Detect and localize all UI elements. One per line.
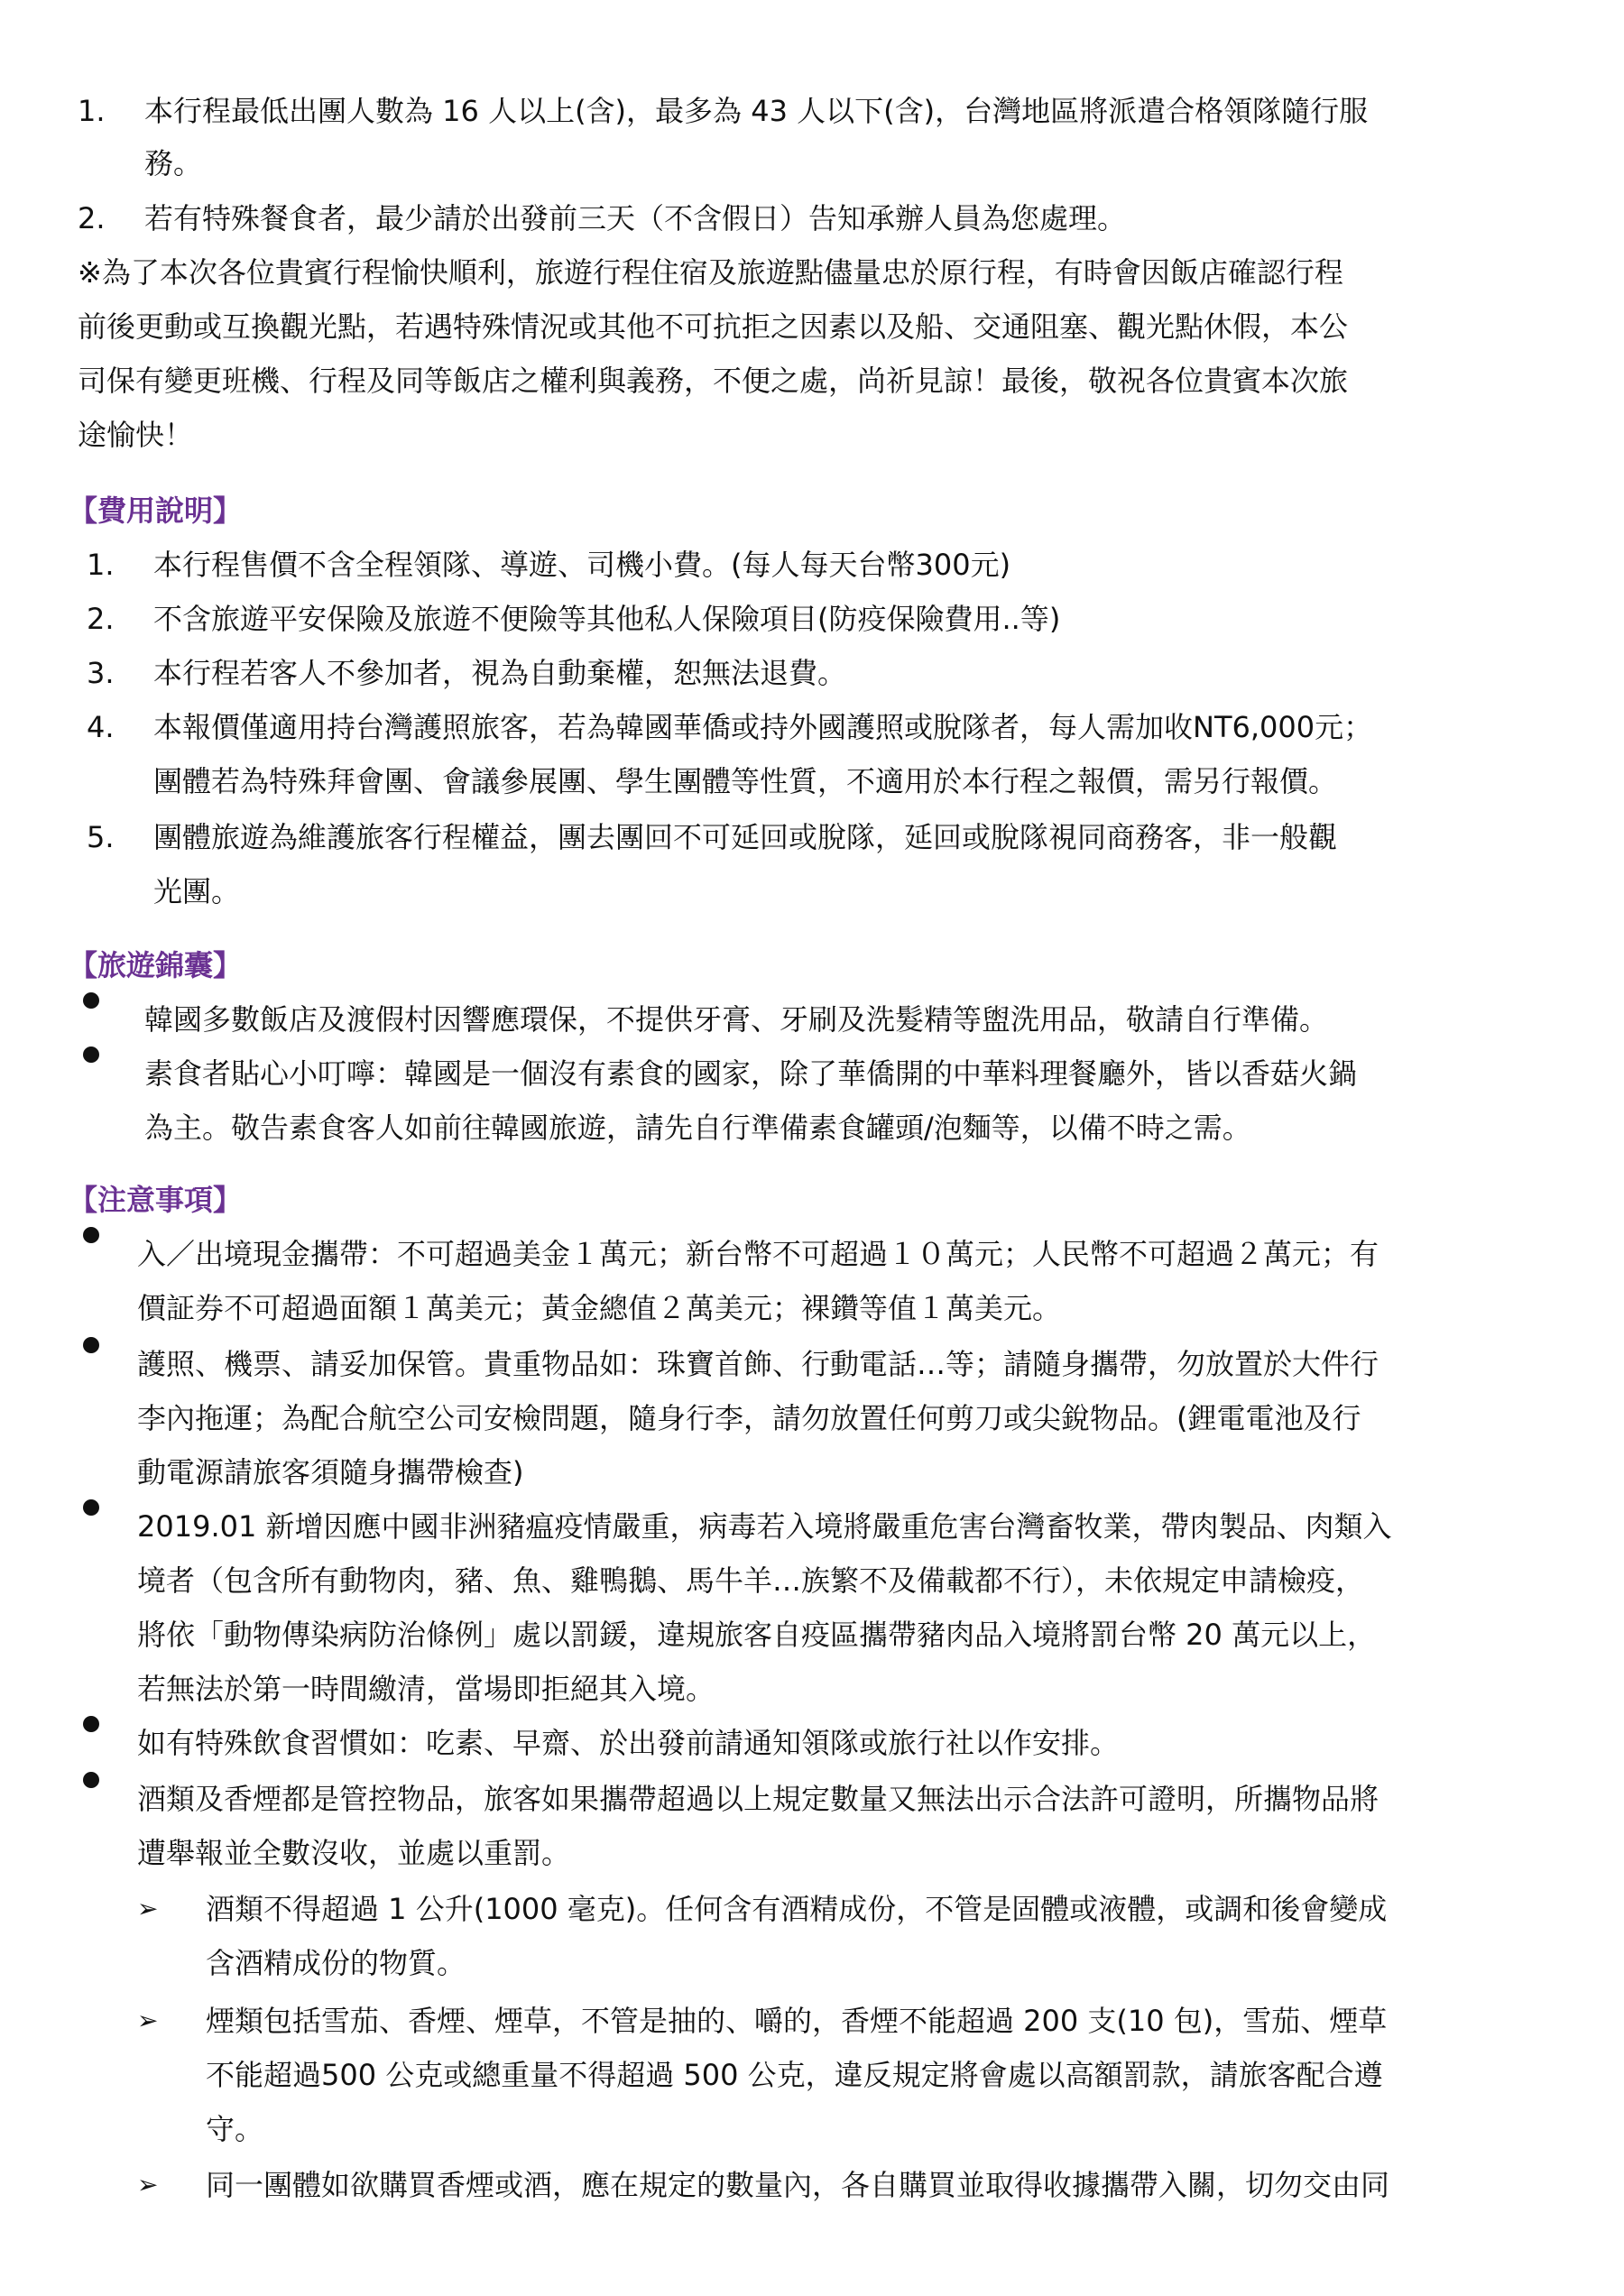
- list-text: 團體旅遊為維護旅客行程權益，團去團回不可延回或脫隊，延回或脫隊視同商務客，非一般觀: [153, 820, 1338, 854]
- fees-item-5-cont: [0, 864, 1624, 918]
- intro-note-line: [0, 408, 1624, 462]
- list-number: 4.: [87, 710, 115, 744]
- list-text: 務。: [144, 146, 203, 180]
- bullet-dot: [83, 1772, 99, 1788]
- bullet-text: 素食者貼心小叮嚀：韓國是一個沒有素食的國家，除了華僑開的中華料理餐廳外，皆以香菇火鍋: [144, 1056, 1358, 1091]
- list-text: 團體若為特殊拜會團、會議參展團、學生團體等性質，不適用於本行程之報價，需另行報價。: [153, 764, 1338, 798]
- list-number: 2.: [87, 602, 115, 636]
- sub-item-text: 含酒精成份的物質。: [206, 1946, 466, 1980]
- notes-heading: [0, 1173, 1624, 1227]
- fees-item-4: [0, 700, 1624, 754]
- sub-item-text: 酒類不得超過 1 公升(1000 毫克)。任何含有酒精成份，不管是固體或液體，或調和後會變成: [206, 1892, 1388, 1926]
- section-heading: 【注意事項】: [69, 1183, 243, 1217]
- notes-bullet-5-cont: [0, 1826, 1624, 1880]
- bullet-text: 如有特殊飲食習慣如：吃素、早齋、於出發前請通知領隊或旅行社以作安排。: [137, 1726, 1120, 1760]
- intro-note-line: [0, 245, 1624, 300]
- bullet-text: 韓國多數飯店及渡假村因響應環保，不提供牙膏、牙刷及洗髮精等盥洗用品，敬請自行準備。: [144, 1002, 1329, 1037]
- tips-heading: [0, 938, 1624, 992]
- section-heading: 【費用說明】: [69, 493, 243, 528]
- list-number: 1.: [78, 94, 106, 128]
- fees-item-4-cont: [0, 754, 1624, 808]
- notes-bullet-2-cont: [0, 1445, 1624, 1499]
- list-number: 5.: [87, 820, 115, 854]
- notes-bullet-3-cont: [0, 1662, 1624, 1716]
- tips-bullet-1: [0, 992, 1624, 1047]
- sub-item-text: 守。: [206, 2112, 264, 2146]
- list-text: 本報價僅適用持台灣護照旅客，若為韓國華僑或持外國護照或脫隊者，每人需加收NT6,000元；: [153, 710, 1373, 744]
- fees-heading: [0, 484, 1624, 538]
- bullet-dot: [83, 1499, 99, 1516]
- arrow-bullet-icon: ➢: [137, 2170, 159, 2199]
- list-number: 3.: [87, 656, 115, 690]
- sub-item-2-cont: [0, 2102, 1624, 2156]
- fees-item-5: [0, 810, 1624, 864]
- bullet-text: 動電源請旅客須隨身攜帶檢查): [137, 1455, 524, 1489]
- fees-item-3: [0, 646, 1624, 700]
- bullet-text: 價証券不可超過面額１萬美元；黃金總值２萬美元；裸鑽等值１萬美元。: [137, 1291, 1062, 1325]
- bullet-dot: [83, 1716, 99, 1732]
- list-text: 本行程最低出團人數為 16 人以上(含)，最多為 43 人以下(含)，台灣地區將派遣合格領隊隨行服: [144, 94, 1369, 128]
- sub-item-3: [0, 2158, 1624, 2212]
- bullet-text: 境者（包含所有動物肉，豬、魚、雞鴨鵝、馬牛羊…族繁不及備載都不行），未依規定申請檢疫，: [137, 1563, 1365, 1598]
- intro-item-1-cont: [0, 136, 1624, 190]
- notes-bullet-1: [0, 1227, 1624, 1281]
- bullet-text: 將依「動物傳染病防治條例」處以罰鍰，違規旅客自疫區攜帶豬肉品入境將罰台幣 20 萬元以上，: [137, 1618, 1377, 1652]
- notes-bullet-2-cont: [0, 1391, 1624, 1445]
- sub-item-2-cont: [0, 2048, 1624, 2102]
- sub-item-1-cont: [0, 1936, 1624, 1990]
- bullet-text: 遭舉報並全數沒收，並處以重罰。: [137, 1836, 571, 1870]
- sub-item-2: [0, 1994, 1624, 2048]
- sub-item-text: 煙類包括雪茄、香煙、煙草，不管是抽的、嚼的，香煙不能超過 200 支(10 包)，雪茄、煙草: [206, 2004, 1388, 2038]
- bullet-dot: [83, 1337, 99, 1353]
- notes-bullet-2: [0, 1337, 1624, 1391]
- list-text: 本行程售價不含全程領隊、導遊、司機小費。(每人每天台幣300元): [153, 548, 1011, 582]
- sub-item-text: 不能超過500 公克或總重量不得超過 500 公克，違反規定將會處以高額罰款，請旅客配合遵: [206, 2058, 1383, 2092]
- intro-item-2: [0, 191, 1624, 245]
- notes-bullet-3-cont: [0, 1554, 1624, 1608]
- notes-bullet-3: [0, 1499, 1624, 1554]
- intro-note-line: [0, 354, 1624, 408]
- list-text: 不含旅遊平安保險及旅遊不便險等其他私人保險項目(防疫保險費用..等): [153, 602, 1061, 636]
- section-heading: 【旅遊錦囊】: [69, 948, 243, 982]
- paragraph-text: 司保有變更班機、行程及同等飯店之權利與義務，不便之處，尚祈見諒！最後，敬祝各位貴賓本次旅: [78, 364, 1349, 398]
- bullet-text: 若無法於第一時間繳清，當場即拒絕其入境。: [137, 1672, 715, 1706]
- notes-bullet-1-cont: [0, 1281, 1624, 1335]
- sub-item-1: [0, 1882, 1624, 1936]
- list-text: 光團。: [153, 874, 241, 908]
- list-number: 1.: [87, 548, 115, 582]
- fees-item-2: [0, 592, 1624, 646]
- fees-item-1: [0, 538, 1624, 592]
- bullet-text: 為主。敬告素食客人如前往韓國旅遊，請先自行準備素食罐頭/泡麵等，以備不時之需。: [144, 1111, 1251, 1145]
- bullet-dot: [83, 1047, 99, 1063]
- list-text: 若有特殊餐食者，最少請於出發前三天（不含假日）告知承辦人員為您處理。: [144, 201, 1127, 235]
- bullet-text: 酒類及香煙都是管控物品，旅客如果攜帶超過以上規定數量又無法出示合法許可證明，所攜物品將: [137, 1782, 1379, 1816]
- paragraph-text: 前後更動或互換觀光點，若遇特殊情況或其他不可抗拒之因素以及船、交通阻塞、觀光點休假，本公: [78, 309, 1349, 344]
- bullet-dot: [83, 992, 99, 1009]
- arrow-bullet-icon: ➢: [137, 2006, 159, 2035]
- tips-bullet-2: [0, 1047, 1624, 1101]
- bullet-dot: [83, 1227, 99, 1243]
- paragraph-text: 途愉快！: [78, 418, 194, 452]
- notes-bullet-4: [0, 1716, 1624, 1770]
- notes-bullet-5: [0, 1772, 1624, 1826]
- arrow-bullet-icon: ➢: [137, 1894, 159, 1923]
- intro-note-line: [0, 300, 1624, 354]
- tips-bullet-2-cont: [0, 1101, 1624, 1155]
- bullet-text: 2019.01 新增因應中國非洲豬瘟疫情嚴重，病毒若入境將嚴重危害台灣畜牧業，帶肉製品、肉類入: [137, 1509, 1392, 1544]
- notes-bullet-3-cont: [0, 1608, 1624, 1662]
- list-number: 2.: [78, 201, 106, 235]
- bullet-text: 入／出境現金攜帶：不可超過美金１萬元；新台幣不可超過１０萬元；人民幣不可超過２萬元；有: [137, 1237, 1379, 1271]
- sub-item-text: 同一團體如欲購買香煙或酒，應在規定的數量內，各自購買並取得收據攜帶入關，切勿交由同: [206, 2168, 1390, 2202]
- intro-item-1: [0, 84, 1624, 138]
- bullet-text: 護照、機票、請妥加保管。貴重物品如：珠寶首飾、行動電話…等；請隨身攜帶，勿放置於大件行: [137, 1347, 1379, 1381]
- list-text: 本行程若客人不參加者，視為自動棄權，恕無法退費。: [153, 656, 847, 690]
- paragraph-text: ※為了本次各位貴賓行程愉快順利，旅遊行程住宿及旅遊點儘量忠於原行程，有時會因飯店確認行程: [78, 255, 1343, 290]
- bullet-text: 李內拖運；為配合航空公司安檢問題，隨身行李，請勿放置任何剪刀或尖銳物品。(鋰電電池及行: [137, 1401, 1361, 1435]
